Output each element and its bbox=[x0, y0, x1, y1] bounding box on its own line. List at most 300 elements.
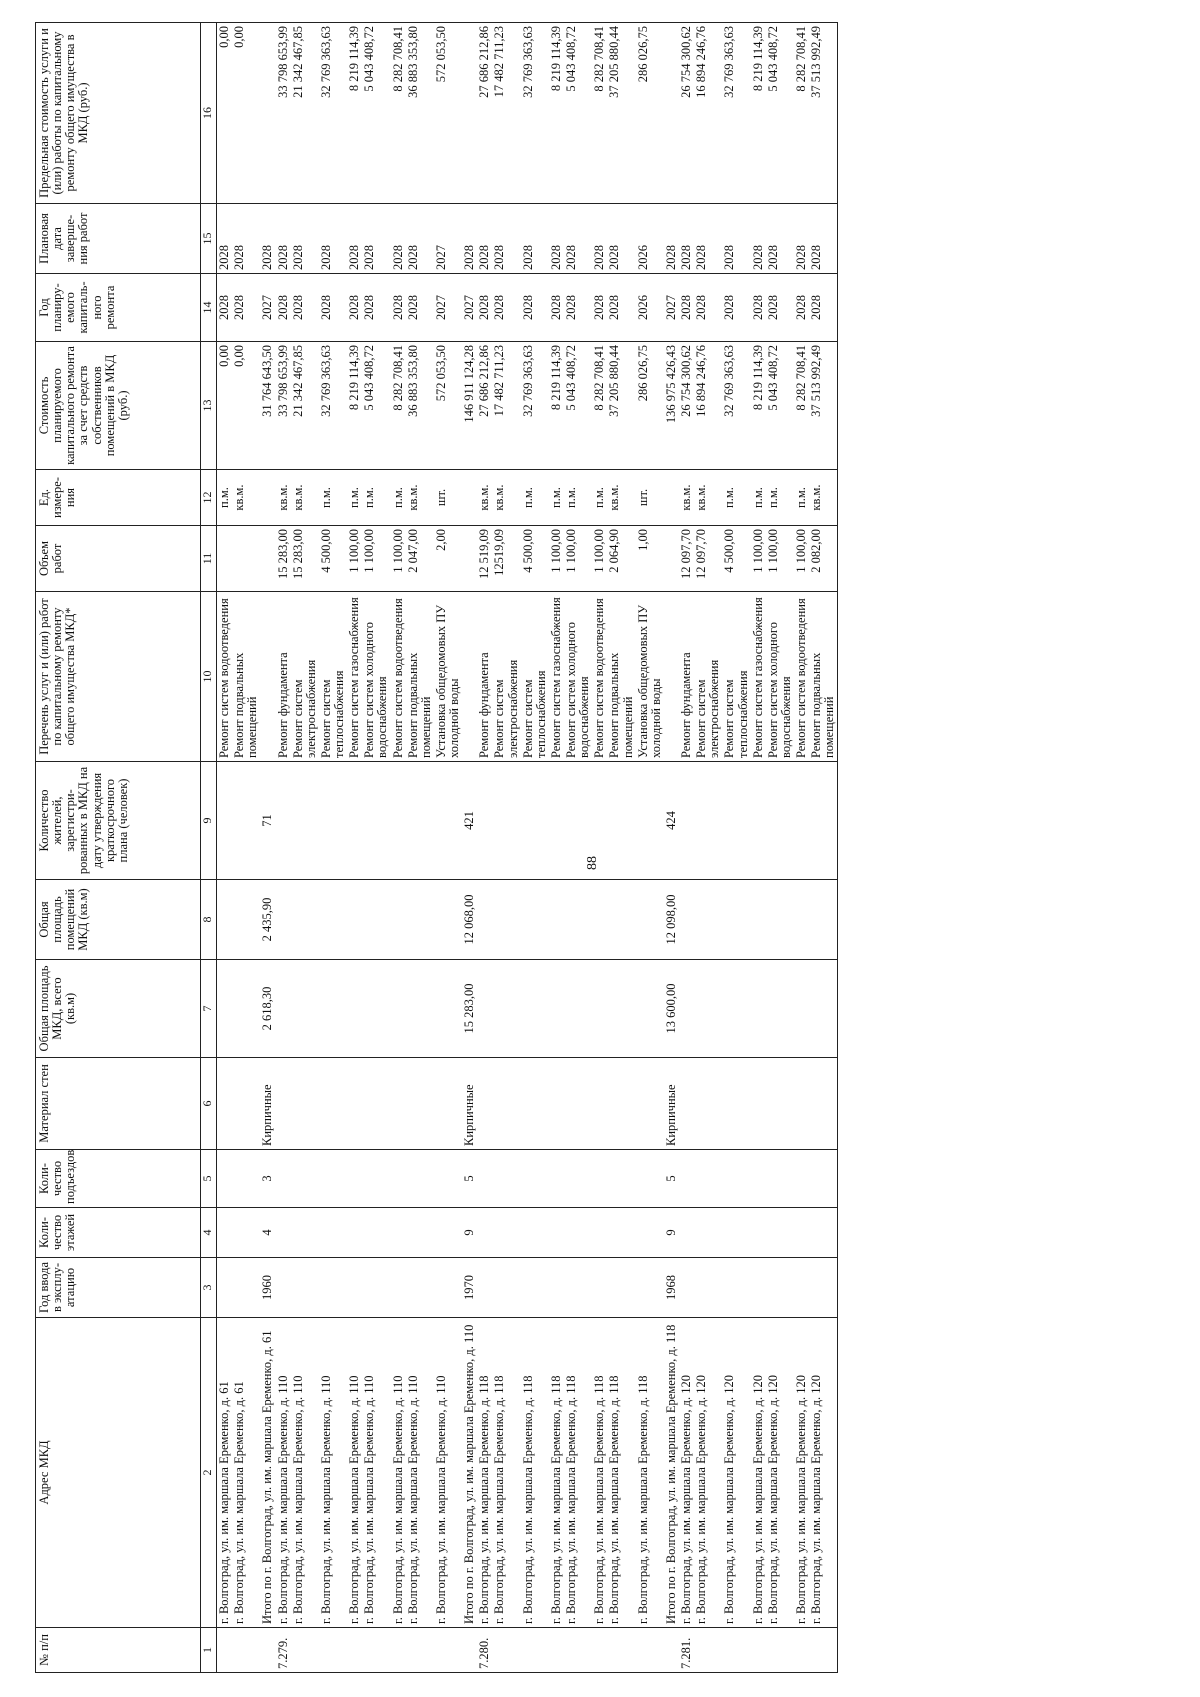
cell-max-cost: 8 282 708,41 bbox=[391, 23, 406, 204]
cell-premises-area bbox=[291, 880, 319, 960]
cell-premises-area: 12 098,00 bbox=[664, 880, 679, 960]
cell-unit: п.м. bbox=[521, 470, 549, 526]
cell-floors bbox=[217, 1208, 233, 1258]
cell-unit: шт. bbox=[636, 470, 664, 526]
cell-num bbox=[406, 1628, 434, 1673]
cell-cost: 32 769 363,63 bbox=[319, 342, 347, 470]
cell-volume: 1 100,00 bbox=[347, 526, 362, 592]
cell-entrances: 3 bbox=[260, 1150, 275, 1208]
cell-total-area bbox=[766, 960, 794, 1058]
cell-cost: 8 219 114,39 bbox=[751, 342, 766, 470]
cell-unit: кв.м. bbox=[492, 470, 520, 526]
cell-num bbox=[751, 1628, 766, 1673]
cell-premises-area: 12 068,00 bbox=[462, 880, 477, 960]
table-row bbox=[477, 23, 492, 1673]
cell-cost: 8 219 114,39 bbox=[549, 342, 564, 470]
cell-floors bbox=[276, 1208, 291, 1258]
cell-unit: п.м. bbox=[766, 470, 794, 526]
cell-entrances bbox=[751, 1150, 766, 1208]
cell-floors bbox=[751, 1208, 766, 1258]
cell-floors bbox=[492, 1208, 520, 1258]
cell-completion-date: 2028 bbox=[694, 204, 722, 274]
cell-total-area: 15 283,00 bbox=[462, 960, 477, 1058]
cell-repair-year: 2028 bbox=[362, 274, 390, 342]
cell-volume: 1 100,00 bbox=[362, 526, 390, 592]
cell-wall-material bbox=[347, 1058, 362, 1150]
cell-completion-date: 2028 bbox=[462, 204, 477, 274]
cell-completion-date: 2028 bbox=[809, 204, 838, 274]
cell-entrances bbox=[564, 1150, 592, 1208]
cell-floors bbox=[477, 1208, 492, 1258]
cell-wall-material: Кирпичные bbox=[260, 1058, 275, 1150]
cell-year-built bbox=[636, 1258, 664, 1318]
cell-volume: 2,00 bbox=[434, 526, 462, 592]
cell-works-list: Ремонт фундамента bbox=[477, 592, 492, 762]
cell-works-list: Ремонт систем водоотведения bbox=[794, 592, 809, 762]
cell-unit: п.м. bbox=[794, 470, 809, 526]
cell-unit: кв.м. bbox=[232, 470, 260, 526]
cell-repair-year: 2028 bbox=[766, 274, 794, 342]
cell-wall-material bbox=[232, 1058, 260, 1150]
rotated-table-sheet bbox=[35, 23, 1165, 1673]
cell-residents bbox=[549, 762, 564, 880]
cell-wall-material bbox=[217, 1058, 233, 1150]
cell-floors bbox=[362, 1208, 390, 1258]
header-unit: Ед. измере-ния bbox=[36, 470, 201, 526]
cell-completion-date: 2028 bbox=[549, 204, 564, 274]
cell-volume: 12 097,70 bbox=[694, 526, 722, 592]
cell-total-area bbox=[362, 960, 390, 1058]
cell-premises-area bbox=[492, 880, 520, 960]
cell-works-list: Ремонт систем электроснабжения bbox=[291, 592, 319, 762]
column-number: 12 bbox=[201, 470, 217, 526]
cell-num bbox=[217, 1628, 233, 1673]
cell-year-built bbox=[406, 1258, 434, 1318]
cell-max-cost: 5 043 408,72 bbox=[766, 23, 794, 204]
cell-num bbox=[607, 1628, 635, 1673]
cell-num bbox=[391, 1628, 406, 1673]
table-row bbox=[362, 23, 390, 1673]
cell-completion-date: 2027 bbox=[434, 204, 462, 274]
cell-num bbox=[722, 1628, 750, 1673]
cell-address: г. Волгоград, ул. им. маршала Еременко, д. 110 bbox=[347, 1318, 362, 1628]
cell-entrances: 5 bbox=[664, 1150, 679, 1208]
cell-cost: 8 282 708,41 bbox=[391, 342, 406, 470]
cell-premises-area bbox=[679, 880, 694, 960]
cell-wall-material bbox=[607, 1058, 635, 1150]
cell-repair-year: 2028 bbox=[564, 274, 592, 342]
cell-repair-year: 2028 bbox=[722, 274, 750, 342]
cell-cost: 286 026,75 bbox=[636, 342, 664, 470]
cell-entrances bbox=[391, 1150, 406, 1208]
cell-completion-date: 2028 bbox=[592, 204, 607, 274]
cell-works-list bbox=[462, 592, 477, 762]
cell-repair-year: 2028 bbox=[809, 274, 838, 342]
cell-max-cost: 572 053,50 bbox=[434, 23, 462, 204]
cell-floors: 9 bbox=[462, 1208, 477, 1258]
cell-num bbox=[319, 1628, 347, 1673]
cell-max-cost: 5 043 408,72 bbox=[564, 23, 592, 204]
cell-year-built bbox=[679, 1258, 694, 1318]
cell-cost: 0,00 bbox=[217, 342, 233, 470]
cell-volume: 12519,09 bbox=[492, 526, 520, 592]
cell-residents bbox=[679, 762, 694, 880]
cell-works-list: Ремонт систем холодного водоснабжения bbox=[362, 592, 390, 762]
cell-num bbox=[664, 1628, 679, 1673]
cell-repair-year: 2028 bbox=[406, 274, 434, 342]
cell-year-built bbox=[521, 1258, 549, 1318]
column-number: 15 bbox=[201, 204, 217, 274]
cell-works-list: Ремонт подвальных помещений bbox=[406, 592, 434, 762]
cell-entrances bbox=[549, 1150, 564, 1208]
cell-year-built bbox=[592, 1258, 607, 1318]
cell-num bbox=[260, 1628, 275, 1673]
table-row bbox=[636, 23, 664, 1673]
cell-max-cost: 36 883 353,80 bbox=[406, 23, 434, 204]
cell-residents bbox=[809, 762, 838, 880]
table-row bbox=[319, 23, 347, 1673]
cell-address: г. Волгоград, ул. им. маршала Еременко, д. 118 bbox=[592, 1318, 607, 1628]
cell-floors bbox=[232, 1208, 260, 1258]
cell-year-built bbox=[794, 1258, 809, 1318]
cell-floors bbox=[319, 1208, 347, 1258]
header-residents: Количество жителей, зарегистри-рованных в МКД на дату утверждения краткосрочного плана (человек) bbox=[36, 762, 201, 880]
column-number: 9 bbox=[201, 762, 217, 880]
cell-volume: 12 097,70 bbox=[679, 526, 694, 592]
header-num: № п/п bbox=[36, 1628, 201, 1673]
cell-completion-date: 2028 bbox=[362, 204, 390, 274]
cell-volume: 12 519,09 bbox=[477, 526, 492, 592]
cell-num bbox=[564, 1628, 592, 1673]
table-total-row bbox=[462, 23, 477, 1673]
cell-wall-material bbox=[291, 1058, 319, 1150]
cell-works-list: Ремонт систем теплоснабжения bbox=[319, 592, 347, 762]
cell-max-cost: 8 219 114,39 bbox=[751, 23, 766, 204]
column-number: 4 bbox=[201, 1208, 217, 1258]
cell-address: г. Волгоград, ул. им. маршала Еременко, д. 118 bbox=[521, 1318, 549, 1628]
cell-year-built bbox=[564, 1258, 592, 1318]
cell-year-built bbox=[766, 1258, 794, 1318]
cell-residents bbox=[291, 762, 319, 880]
cell-volume: 1 100,00 bbox=[751, 526, 766, 592]
cell-residents bbox=[607, 762, 635, 880]
column-number-row bbox=[201, 23, 217, 1673]
cell-wall-material: Кирпичные bbox=[664, 1058, 679, 1150]
cell-wall-material bbox=[722, 1058, 750, 1150]
cell-works-list: Ремонт систем теплоснабжения bbox=[722, 592, 750, 762]
cell-repair-year: 2028 bbox=[232, 274, 260, 342]
cell-year-built bbox=[722, 1258, 750, 1318]
cell-completion-date: 2028 bbox=[406, 204, 434, 274]
cell-completion-date: 2028 bbox=[607, 204, 635, 274]
cell-total-area bbox=[751, 960, 766, 1058]
cell-entrances bbox=[362, 1150, 390, 1208]
table-row bbox=[492, 23, 520, 1673]
cell-max-cost: 37 513 992,49 bbox=[809, 23, 838, 204]
cell-repair-year: 2027 bbox=[462, 274, 477, 342]
cell-completion-date: 2028 bbox=[521, 204, 549, 274]
cell-completion-date: 2028 bbox=[492, 204, 520, 274]
cell-max-cost bbox=[260, 23, 275, 204]
cell-address: г. Волгоград, ул. им. маршала Еременко, д. 110 bbox=[362, 1318, 390, 1628]
cell-total-area bbox=[477, 960, 492, 1058]
cell-num bbox=[521, 1628, 549, 1673]
cell-premises-area bbox=[391, 880, 406, 960]
cell-total-area bbox=[809, 960, 838, 1058]
column-number: 7 bbox=[201, 960, 217, 1058]
cell-year-built bbox=[276, 1258, 291, 1318]
cell-unit: п.м. bbox=[549, 470, 564, 526]
cell-completion-date: 2028 bbox=[766, 204, 794, 274]
cell-floors bbox=[347, 1208, 362, 1258]
header-row bbox=[36, 23, 201, 1673]
cell-wall-material bbox=[319, 1058, 347, 1150]
cell-num bbox=[794, 1628, 809, 1673]
cell-entrances bbox=[217, 1150, 233, 1208]
cell-residents bbox=[276, 762, 291, 880]
cell-year-built bbox=[347, 1258, 362, 1318]
cell-residents bbox=[347, 762, 362, 880]
cell-entrances bbox=[521, 1150, 549, 1208]
cell-year-built bbox=[362, 1258, 390, 1318]
cell-max-cost: 37 205 880,44 bbox=[607, 23, 635, 204]
table-body bbox=[217, 23, 838, 1673]
cell-volume bbox=[217, 526, 233, 592]
cell-residents bbox=[564, 762, 592, 880]
header-entrances: Коли-чество подъездов bbox=[36, 1150, 201, 1208]
cell-cost: 36 883 353,80 bbox=[406, 342, 434, 470]
cell-unit: п.м. bbox=[751, 470, 766, 526]
cell-volume: 4 500,00 bbox=[319, 526, 347, 592]
cell-num bbox=[766, 1628, 794, 1673]
cell-entrances bbox=[722, 1150, 750, 1208]
cell-works-list: Ремонт систем водоотведения bbox=[217, 592, 233, 762]
cell-year-built: 1960 bbox=[260, 1258, 275, 1318]
cell-repair-year: 2028 bbox=[276, 274, 291, 342]
cell-wall-material bbox=[549, 1058, 564, 1150]
column-number: 16 bbox=[201, 23, 217, 204]
cell-num bbox=[362, 1628, 390, 1673]
cell-repair-year: 2028 bbox=[217, 274, 233, 342]
column-number: 10 bbox=[201, 592, 217, 762]
header-wall-material: Материал стен bbox=[36, 1058, 201, 1150]
cell-entrances bbox=[347, 1150, 362, 1208]
cell-residents: 424 bbox=[664, 762, 679, 880]
cell-volume: 15 283,00 bbox=[291, 526, 319, 592]
cell-cost: 37 513 992,49 bbox=[809, 342, 838, 470]
header-max-cost: Предельная стоимость услуги и (или) работы по капитальному ремонту общего имущества в МКД (руб.) bbox=[36, 23, 201, 204]
cell-num bbox=[636, 1628, 664, 1673]
cell-year-built bbox=[751, 1258, 766, 1318]
cell-works-list: Ремонт фундамента bbox=[276, 592, 291, 762]
cell-unit: шт. bbox=[434, 470, 462, 526]
page-number: 88 bbox=[585, 856, 600, 870]
cell-premises-area bbox=[549, 880, 564, 960]
cell-repair-year: 2027 bbox=[434, 274, 462, 342]
cell-max-cost: 26 754 300,62 bbox=[679, 23, 694, 204]
cell-completion-date: 2028 bbox=[276, 204, 291, 274]
cell-residents bbox=[391, 762, 406, 880]
cell-year-built bbox=[477, 1258, 492, 1318]
header-floors: Коли-чество этажей bbox=[36, 1208, 201, 1258]
cell-cost: 5 043 408,72 bbox=[362, 342, 390, 470]
cell-repair-year: 2028 bbox=[391, 274, 406, 342]
column-number: 14 bbox=[201, 274, 217, 342]
cell-premises-area bbox=[276, 880, 291, 960]
cell-unit: кв.м. bbox=[607, 470, 635, 526]
cell-entrances bbox=[679, 1150, 694, 1208]
cell-max-cost: 32 769 363,63 bbox=[319, 23, 347, 204]
table-row bbox=[434, 23, 462, 1673]
cell-residents bbox=[477, 762, 492, 880]
table-row bbox=[549, 23, 564, 1673]
cell-num bbox=[809, 1628, 838, 1673]
cell-unit: п.м. bbox=[722, 470, 750, 526]
cell-repair-year: 2028 bbox=[607, 274, 635, 342]
cell-entrances bbox=[794, 1150, 809, 1208]
table-row bbox=[607, 23, 635, 1673]
cell-unit: п.м. bbox=[362, 470, 390, 526]
cell-address: г. Волгоград, ул. им. маршала Еременко, д. 110 bbox=[434, 1318, 462, 1628]
cell-total-area bbox=[722, 960, 750, 1058]
cell-floors bbox=[549, 1208, 564, 1258]
cell-unit bbox=[664, 470, 679, 526]
header-completion-date: Плановая дата заверше-ния работ bbox=[36, 204, 201, 274]
cell-cost: 31 764 643,50 bbox=[260, 342, 275, 470]
cell-repair-year: 2028 bbox=[549, 274, 564, 342]
cell-year-built bbox=[217, 1258, 233, 1318]
cell-year-built bbox=[492, 1258, 520, 1318]
table-row bbox=[564, 23, 592, 1673]
cell-entrances bbox=[276, 1150, 291, 1208]
cell-cost: 8 219 114,39 bbox=[347, 342, 362, 470]
cell-completion-date: 2028 bbox=[347, 204, 362, 274]
cell-volume: 1,00 bbox=[636, 526, 664, 592]
table-row bbox=[276, 23, 291, 1673]
cell-entrances: 5 bbox=[462, 1150, 477, 1208]
cell-max-cost: 5 043 408,72 bbox=[362, 23, 390, 204]
cell-wall-material bbox=[636, 1058, 664, 1150]
header-cost: Стоимость планируемого капитального ремонта за счет средств собственников помещений в МКД (руб.) bbox=[36, 342, 201, 470]
cell-entrances bbox=[291, 1150, 319, 1208]
cell-floors bbox=[607, 1208, 635, 1258]
cell-cost: 16 894 246,76 bbox=[694, 342, 722, 470]
cell-max-cost: 27 686 212,86 bbox=[477, 23, 492, 204]
cell-unit: кв.м. bbox=[291, 470, 319, 526]
cell-max-cost: 16 894 246,76 bbox=[694, 23, 722, 204]
cell-year-built bbox=[809, 1258, 838, 1318]
cell-entrances bbox=[694, 1150, 722, 1208]
cell-num: 7.281. bbox=[679, 1628, 694, 1673]
cell-premises-area bbox=[521, 880, 549, 960]
table-row bbox=[809, 23, 838, 1673]
header-address: Адрес МКД bbox=[36, 1318, 201, 1628]
cell-residents bbox=[362, 762, 390, 880]
cell-volume: 2 082,00 bbox=[809, 526, 838, 592]
cell-repair-year: 2028 bbox=[694, 274, 722, 342]
cell-cost: 37 205 880,44 bbox=[607, 342, 635, 470]
cell-cost: 27 686 212,86 bbox=[477, 342, 492, 470]
cell-unit: кв.м. bbox=[679, 470, 694, 526]
table-row bbox=[391, 23, 406, 1673]
cell-premises-area bbox=[607, 880, 635, 960]
cell-num bbox=[462, 1628, 477, 1673]
cell-max-cost: 0,00 bbox=[232, 23, 260, 204]
cell-premises-area bbox=[592, 880, 607, 960]
cell-residents bbox=[434, 762, 462, 880]
cell-wall-material bbox=[276, 1058, 291, 1150]
cell-entrances bbox=[766, 1150, 794, 1208]
cell-repair-year: 2028 bbox=[492, 274, 520, 342]
cell-num: 7.279. bbox=[276, 1628, 291, 1673]
cell-floors bbox=[636, 1208, 664, 1258]
cell-total-area bbox=[232, 960, 260, 1058]
cell-volume bbox=[232, 526, 260, 592]
cell-unit: кв.м. bbox=[694, 470, 722, 526]
cell-premises-area bbox=[564, 880, 592, 960]
cell-completion-date: 2028 bbox=[319, 204, 347, 274]
cell-volume: 1 100,00 bbox=[391, 526, 406, 592]
cell-premises-area bbox=[636, 880, 664, 960]
table-row bbox=[232, 23, 260, 1673]
table-row bbox=[722, 23, 750, 1673]
table-row bbox=[679, 23, 694, 1673]
cell-unit: п.м. bbox=[592, 470, 607, 526]
cell-completion-date: 2028 bbox=[391, 204, 406, 274]
cell-address: г. Волгоград, ул. им. маршала Еременко, д. 118 bbox=[564, 1318, 592, 1628]
cell-completion-date: 2028 bbox=[664, 204, 679, 274]
table-row bbox=[694, 23, 722, 1673]
cell-works-list: Ремонт подвальных помещений bbox=[809, 592, 838, 762]
cell-floors bbox=[679, 1208, 694, 1258]
cell-completion-date: 2028 bbox=[232, 204, 260, 274]
cell-premises-area bbox=[319, 880, 347, 960]
cell-residents bbox=[694, 762, 722, 880]
cell-address: г. Волгоград, ул. им. маршала Еременко, д. 118 bbox=[477, 1318, 492, 1628]
cell-wall-material bbox=[694, 1058, 722, 1150]
cell-total-area bbox=[592, 960, 607, 1058]
cell-repair-year: 2028 bbox=[592, 274, 607, 342]
cell-residents: 421 bbox=[462, 762, 477, 880]
cell-max-cost bbox=[462, 23, 477, 204]
cell-completion-date: 2028 bbox=[564, 204, 592, 274]
header-total-area: Общая площадь МКД, всего (кв.м) bbox=[36, 960, 201, 1058]
cell-total-area bbox=[607, 960, 635, 1058]
cell-residents bbox=[319, 762, 347, 880]
cell-residents bbox=[751, 762, 766, 880]
column-number: 5 bbox=[201, 1150, 217, 1208]
cell-address: г. Волгоград, ул. им. маршала Еременко, д. 110 bbox=[391, 1318, 406, 1628]
cell-total-area bbox=[434, 960, 462, 1058]
cell-volume: 1 100,00 bbox=[549, 526, 564, 592]
cell-floors bbox=[434, 1208, 462, 1258]
cell-entrances bbox=[406, 1150, 434, 1208]
cell-volume: 1 100,00 bbox=[766, 526, 794, 592]
cell-volume: 1 100,00 bbox=[564, 526, 592, 592]
cell-entrances bbox=[607, 1150, 635, 1208]
cell-residents bbox=[521, 762, 549, 880]
cell-premises-area bbox=[794, 880, 809, 960]
cell-floors bbox=[722, 1208, 750, 1258]
cell-wall-material bbox=[477, 1058, 492, 1150]
cell-num bbox=[592, 1628, 607, 1673]
cell-completion-date: 2028 bbox=[751, 204, 766, 274]
cell-premises-area bbox=[362, 880, 390, 960]
cell-volume: 15 283,00 bbox=[276, 526, 291, 592]
cell-year-built bbox=[549, 1258, 564, 1318]
cell-works-list: Ремонт фундамента bbox=[679, 592, 694, 762]
cell-works-list: Ремонт систем электроснабжения bbox=[694, 592, 722, 762]
